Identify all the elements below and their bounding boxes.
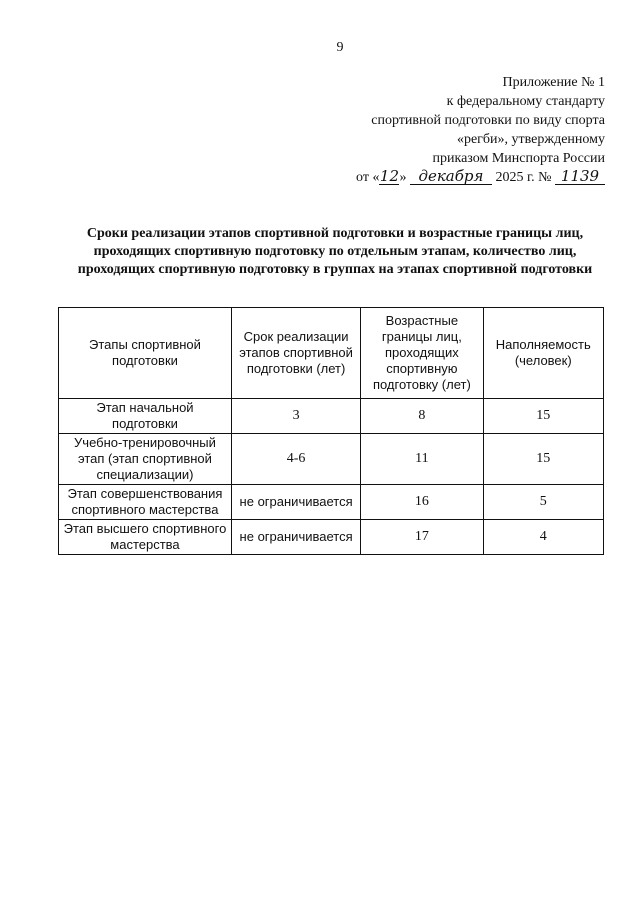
table-row bbox=[59, 399, 604, 434]
page-number: 9 bbox=[336, 40, 344, 55]
cell-term: не ограничивается bbox=[231, 485, 360, 520]
table-row bbox=[59, 485, 604, 520]
annex-line: к федеральному стандарту bbox=[446, 94, 605, 109]
cell-age: 11 bbox=[361, 434, 483, 485]
cell-age: 8 bbox=[361, 399, 483, 434]
annex-header bbox=[325, 73, 605, 187]
date-quote-close: » bbox=[399, 170, 407, 185]
header-term: Срок реализации этапов спортивной подготовки (лет) bbox=[231, 308, 360, 399]
cell-group-size: 5 bbox=[483, 485, 603, 520]
cell-term: 4-6 bbox=[231, 434, 360, 485]
cell-group-size: 15 bbox=[483, 399, 603, 434]
cell-stage: Этап совершенствования спортивного мастерства bbox=[59, 485, 232, 520]
date-month-handwritten: декабря bbox=[410, 168, 492, 185]
table-row bbox=[59, 520, 604, 555]
annex-line: приказом Минспорта России bbox=[432, 151, 605, 166]
annex-line: спортивной подготовки по виду спорта bbox=[371, 113, 605, 128]
date-prefix: от « bbox=[356, 170, 380, 185]
date-day-handwritten: 12 bbox=[379, 167, 400, 185]
document-title: Сроки реализации этапов спортивной подготовки и возрастные границы лиц, проходящих спортивную подготовку по отдельным этапам, количество лиц, проходящих спортивную подготовку в группах на этапах спортивной подготовки bbox=[77, 226, 593, 277]
annex-line: «регби», утвержденному bbox=[456, 132, 605, 147]
cell-age: 17 bbox=[361, 520, 483, 555]
training-stages-table bbox=[58, 307, 604, 555]
table-header-row bbox=[59, 308, 604, 399]
header-group-size: Наполняемость (человек) bbox=[483, 308, 603, 399]
cell-group-size: 15 bbox=[483, 434, 603, 485]
order-number-handwritten: 1139 bbox=[555, 168, 605, 185]
order-date-line bbox=[325, 168, 605, 187]
cell-term: 3 bbox=[231, 399, 360, 434]
annex-line: Приложение № 1 bbox=[502, 75, 605, 90]
header-age: Возрастные границы лиц, проходящих спортивную подготовку (лет) bbox=[361, 308, 483, 399]
header-stage: Этапы спортивной подготовки bbox=[59, 308, 232, 399]
date-year: 2025 г. № bbox=[495, 170, 552, 185]
cell-stage: Учебно-тренировочный этап (этап спортивной специализации) bbox=[59, 434, 232, 485]
cell-term: не ограничивается bbox=[231, 520, 360, 555]
cell-stage: Этап начальной подготовки bbox=[59, 399, 232, 434]
cell-group-size: 4 bbox=[483, 520, 603, 555]
cell-age: 16 bbox=[361, 485, 483, 520]
table-row bbox=[59, 434, 604, 485]
cell-stage: Этап высшего спортивного мастерства bbox=[59, 520, 232, 555]
